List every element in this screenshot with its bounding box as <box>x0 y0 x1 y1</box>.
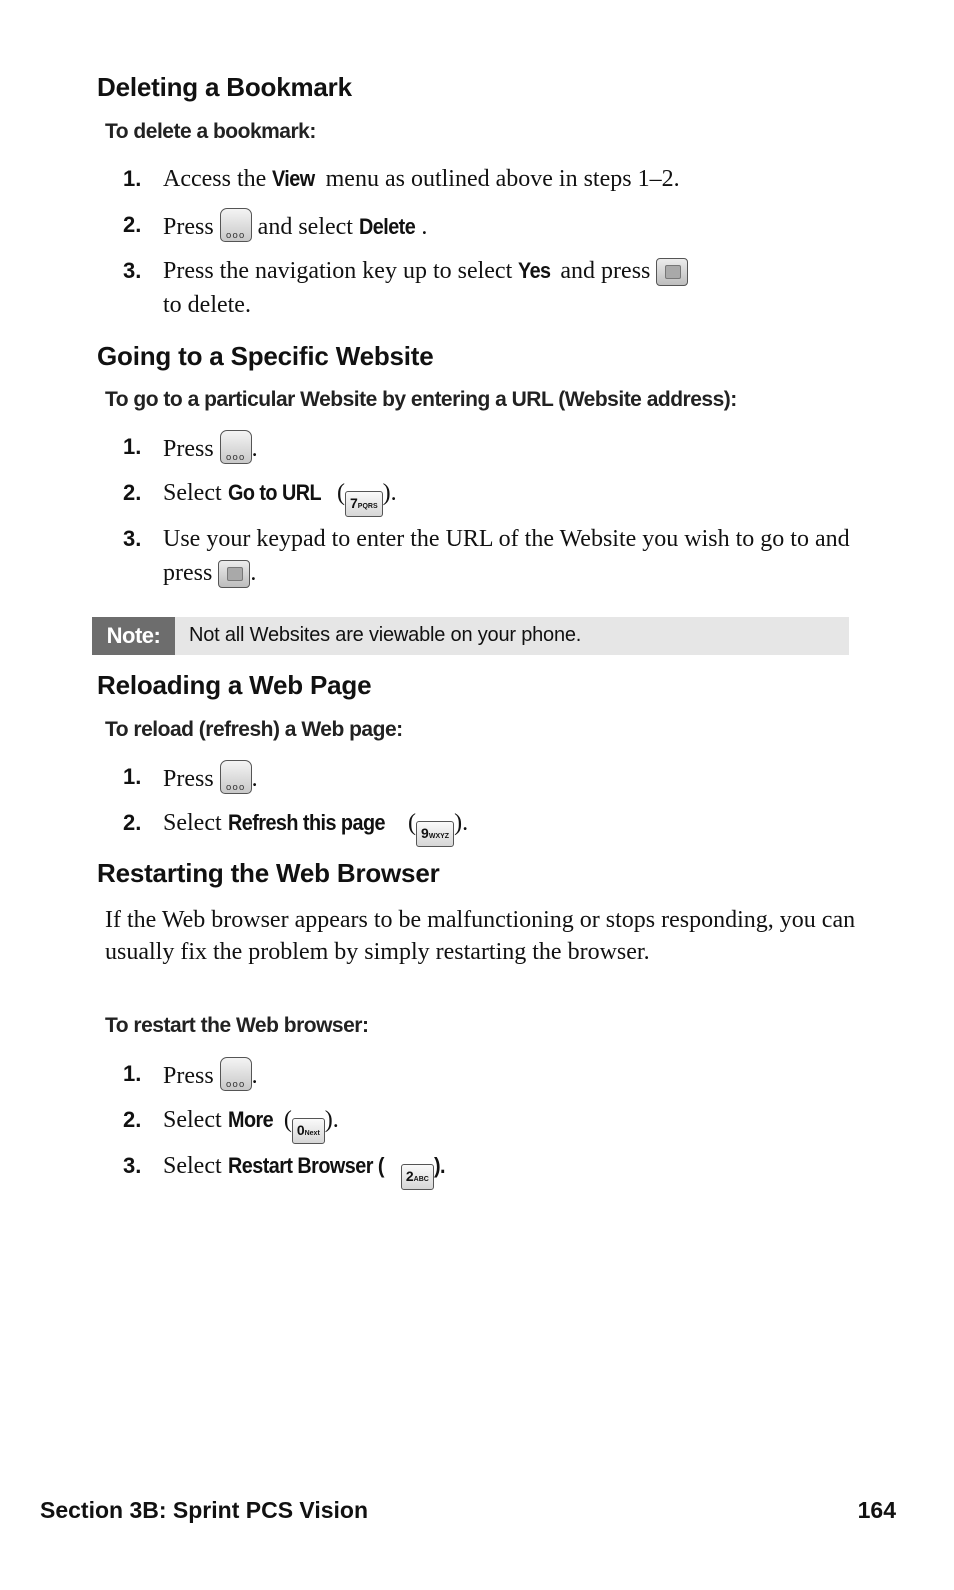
key-letters: PQRS <box>357 503 378 510</box>
step-text-open: ( <box>408 810 417 836</box>
key-2-icon <box>401 1164 434 1190</box>
keyword-restart-browser: Restart Browser ( <box>227 1153 384 1178</box>
keyword-go-to-url: Go to URL <box>227 480 321 505</box>
heading-restart-browser: Restarting the Web Browser <box>97 858 440 888</box>
step-text-mid: and press <box>560 258 651 284</box>
step-number: 2. <box>123 480 142 505</box>
key-7-icon <box>345 491 383 517</box>
step-text <box>163 1149 863 1190</box>
step-text-post: ). <box>324 1107 339 1133</box>
key-digit: 0 <box>296 1122 305 1138</box>
step-text <box>163 430 863 466</box>
note-text: Not all Websites are viewable on your phone. <box>189 624 582 646</box>
key-letters: WXYZ <box>428 833 450 840</box>
heading-specific-website: Going to a Specific Website <box>97 341 434 371</box>
keyword-more: More <box>227 1107 273 1132</box>
step-text-pre: Select <box>163 1153 222 1179</box>
step-number: 3. <box>123 258 142 283</box>
keyword-delete: Delete <box>358 214 416 239</box>
step-text <box>163 162 863 196</box>
step-text-open: ( <box>337 480 345 506</box>
step-number: 2. <box>123 1107 142 1132</box>
key-letters: Next <box>304 1130 320 1137</box>
step-text-pre: Press <box>163 214 214 240</box>
heading-deleting-bookmark: Deleting a Bookmark <box>97 72 352 102</box>
step-text-post: . <box>421 214 428 240</box>
step-text-post: . <box>250 560 257 586</box>
step-number: 1. <box>123 434 142 459</box>
step-text-pre: Press <box>163 766 214 792</box>
step-text-post: to delete. <box>163 292 251 318</box>
menu-key-icon: ooo <box>220 430 252 464</box>
note-label: Note: <box>92 617 175 655</box>
step-text-pre: Select <box>163 810 222 836</box>
key-digit: 7 <box>350 495 358 511</box>
menu-key-icon: ooo <box>220 760 252 794</box>
menu-key-icon: ooo <box>220 1057 252 1091</box>
step-text <box>163 254 863 322</box>
step-text-open: ( <box>283 1107 292 1133</box>
note-box <box>92 617 849 655</box>
step-number: 3. <box>123 1153 142 1178</box>
ok-key-icon <box>656 258 688 286</box>
step-text-post: ). <box>382 480 397 506</box>
step-text-post: ). <box>454 810 469 836</box>
step-text-post: menu as outlined above in steps 1–2. <box>325 166 680 192</box>
menu-key-icon: ooo <box>220 208 252 242</box>
intro-specific-website: To go to a particular Website by entering a URL (Website address): <box>105 388 737 411</box>
step-text-pre: Press the navigation key up to select <box>163 258 513 284</box>
step-text-pre: Press <box>163 436 214 462</box>
ok-key-icon <box>218 560 250 588</box>
intro-delete-bookmark: To delete a bookmark: <box>105 120 316 143</box>
intro-restart-browser: To restart the Web browser: <box>105 1014 369 1037</box>
key-letters: ABC <box>413 1176 429 1183</box>
step-number: 1. <box>123 166 142 191</box>
step-text-pre: Use your keypad to enter the URL of the Website you wish to go to and press <box>163 526 850 586</box>
step-number: 2. <box>123 212 142 237</box>
step-text-mid: and select <box>257 214 353 240</box>
step-text-pre: Press <box>163 1063 214 1089</box>
keyword-yes: Yes <box>518 258 551 283</box>
key-9-icon <box>416 821 454 847</box>
footer-section-title: Section 3B: Sprint PCS Vision <box>40 1497 369 1523</box>
step-text-post: . <box>251 766 258 792</box>
step-text-pre: Select <box>163 480 222 506</box>
restart-paragraph: If the Web browser appears to be malfunctioning or stops responding, you can usually fix the problem by simply restarting the browser. <box>105 907 856 965</box>
step-text-pre: Select <box>163 1107 222 1133</box>
step-text <box>163 522 863 590</box>
step-text <box>163 476 863 517</box>
step-text-post: . <box>251 436 258 462</box>
keyword-view: View <box>272 166 315 191</box>
step-text-post: . <box>251 1063 258 1089</box>
step-text <box>163 1057 863 1093</box>
footer-page-number: 164 <box>857 1497 896 1523</box>
step-number: 2. <box>123 810 142 835</box>
key-digit: 9 <box>421 825 429 841</box>
step-text <box>163 760 863 796</box>
step-text <box>163 806 863 847</box>
keyword-refresh-page: Refresh this page <box>227 810 385 835</box>
step-text-pre: Access the <box>163 166 267 192</box>
key-digit: 2 <box>405 1168 414 1184</box>
step-number: 1. <box>123 764 142 789</box>
heading-reload-page: Reloading a Web Page <box>97 670 372 700</box>
step-number: 3. <box>123 526 142 551</box>
intro-reload-page: To reload (refresh) a Web page: <box>105 718 403 741</box>
key-0-icon <box>292 1118 325 1144</box>
step-number: 1. <box>123 1061 142 1086</box>
step-text <box>163 208 863 244</box>
step-text-post: ). <box>433 1153 445 1178</box>
step-text <box>163 1103 863 1144</box>
